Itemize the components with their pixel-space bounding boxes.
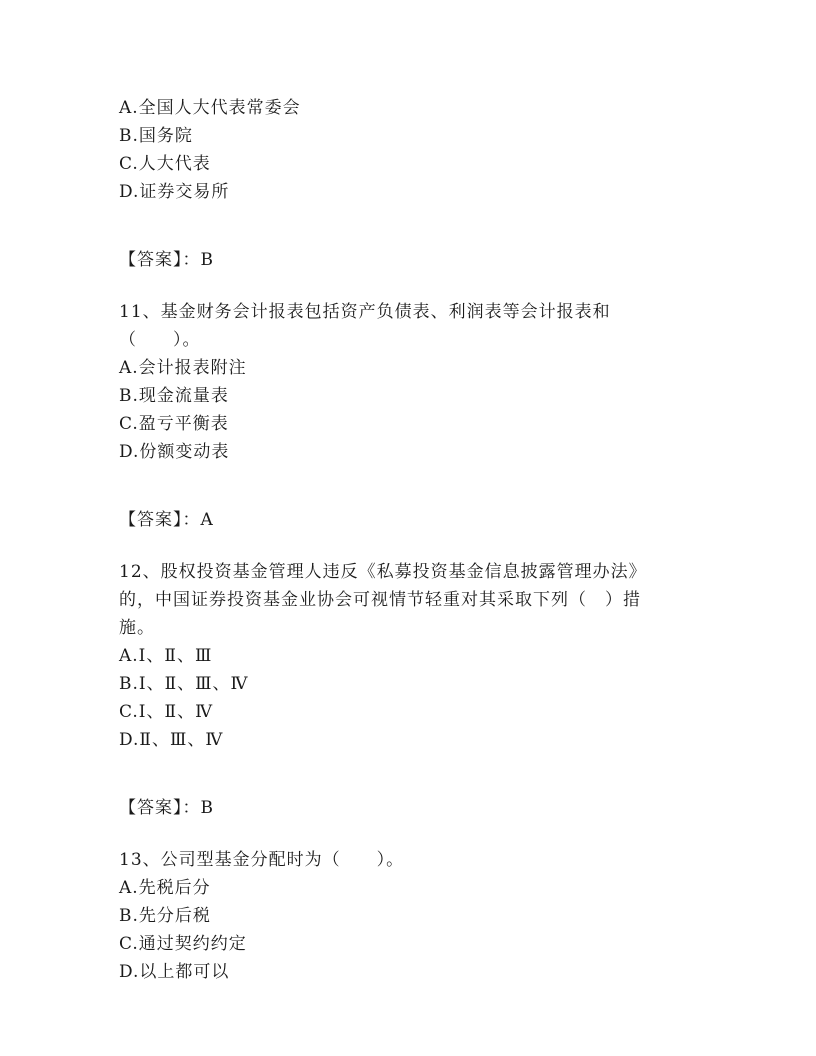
question-stem-continued: （ ）。 (119, 330, 201, 350)
answer-line: 【答案】：B (119, 250, 214, 270)
option-d: D.证券交易所 (119, 182, 230, 202)
question-stem: 11、基金财务会计报表包括资产负债表、利润表等会计报表和 (119, 302, 611, 322)
option-b: B.Ⅰ、Ⅱ、Ⅲ、Ⅳ (119, 674, 249, 694)
option-d: D.份额变动表 (119, 442, 230, 462)
option-c: C.Ⅰ、Ⅱ、Ⅳ (119, 702, 214, 722)
question-block-11 (119, 298, 679, 534)
question-stem-continued: 施。 (119, 618, 155, 638)
option-b: B.先分后税 (119, 906, 211, 926)
question-block-12 (119, 558, 679, 822)
question-stem: 13、公司型基金分配时为（ ）。 (119, 850, 405, 870)
option-a: A.会计报表附注 (119, 358, 247, 378)
question-block-10 (119, 94, 679, 274)
question-block-13 (119, 846, 679, 986)
option-a: A.Ⅰ、Ⅱ、Ⅲ (119, 646, 213, 666)
option-a: A.先税后分 (119, 878, 211, 898)
option-a: A.全国人大代表常委会 (119, 98, 301, 118)
option-d: D.Ⅱ、Ⅲ、Ⅳ (119, 730, 224, 750)
option-d: D.以上都可以 (119, 962, 230, 982)
option-b: B.国务院 (119, 126, 193, 146)
option-c: C.人大代表 (119, 154, 211, 174)
option-b: B.现金流量表 (119, 386, 229, 406)
option-c: C.通过契约约定 (119, 934, 247, 954)
answer-line: 【答案】：A (119, 510, 214, 530)
question-stem: 12、股权投资基金管理人违反《私募投资基金信息披露管理办法》 (119, 562, 647, 582)
question-stem-continued: 的，中国证券投资基金业协会可视情节轻重对其采取下列（ ）措 (119, 590, 641, 610)
option-c: C.盈亏平衡表 (119, 414, 229, 434)
document-page (119, 94, 679, 986)
answer-line: 【答案】：B (119, 798, 214, 818)
